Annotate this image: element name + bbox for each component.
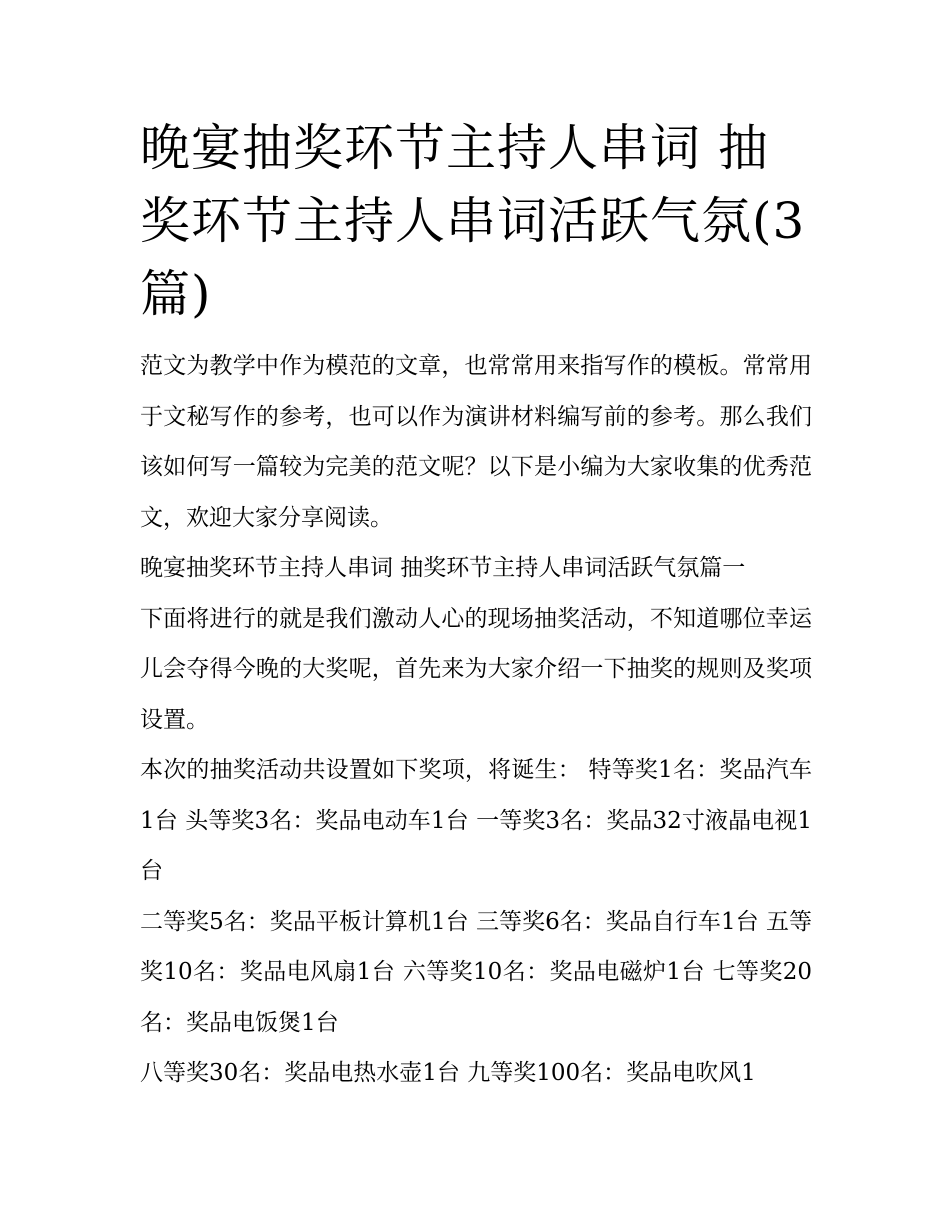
- body-paragraph: 下面将进行的就是我们激动人心的现场抽奖活动，不知道哪位幸运儿会夺得今晚的大奖呢，首先来为大家介绍一下抽奖的规则及奖项设置。: [140, 605, 812, 733]
- prize-list-paragraph: 八等奖30名：奖品电热水壶1台 九等奖100名：奖品电吹风1: [140, 1060, 756, 1086]
- prize-list-paragraph: 本次的抽奖活动共设置如下奖项，将诞生： 特等奖1名：奖品汽车1台 头等奖3名：奖品电动车1台 一等奖3名：奖品32寸液晶电视1台: [140, 757, 812, 884]
- document-title: 晚宴抽奖环节主持人串词 抽奖环节主持人串词活跃气氛(3篇): [140, 119, 806, 323]
- section-heading-paragraph: 晚宴抽奖环节主持人串词 抽奖环节主持人串词活跃气氛篇一: [140, 555, 746, 581]
- prize-list-paragraph: 二等奖5名：奖品平板计算机1台 三等奖6名：奖品自行车1台 五等奖10名：奖品电风扇1台 六等奖10名：奖品电磁炉1台 七等奖20名：奖品电饭煲1台: [140, 908, 812, 1036]
- document-page: [140, 112, 812, 1099]
- intro-paragraph: 范文为教学中作为模范的文章，也常常用来指写作的模板。常常用于文秘写作的参考，也可以作为演讲材料编写前的参考。那么我们该如何写一篇较为完美的范文呢？以下是小编为大家收集的优秀范文，欢迎大家分享阅读。: [140, 353, 812, 531]
